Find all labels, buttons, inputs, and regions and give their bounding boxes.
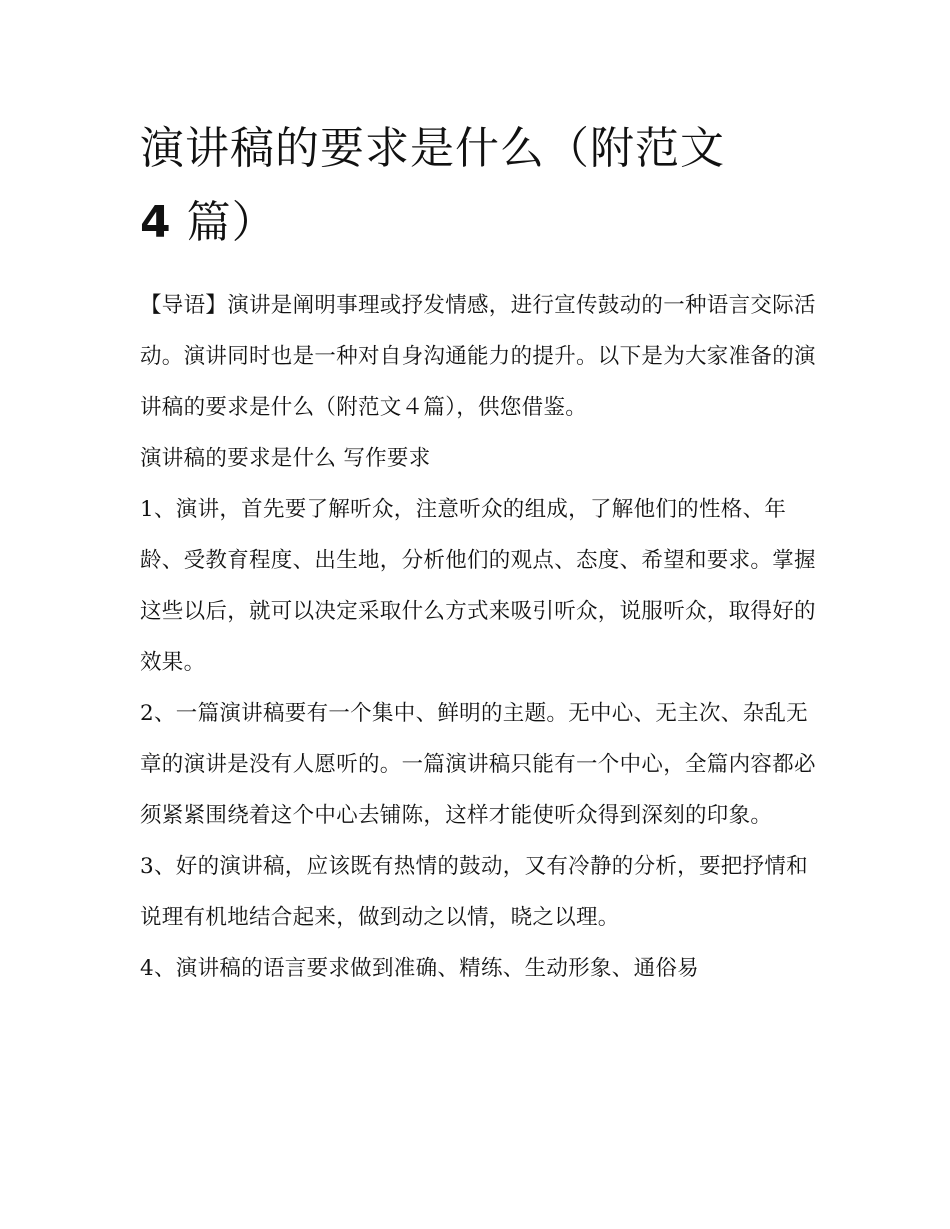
document-title: [140, 112, 820, 260]
section-heading: 演讲稿的要求是什么 写作要求: [140, 446, 431, 471]
title-main: 演讲稿的要求是什么（附范文: [140, 123, 725, 174]
intro-paragraph: 【导语】演讲是阐明事理或抒发情感，进行宣传鼓动的一种语言交际活动。演讲同时也是一种对自身沟通能力的提升。以下是为大家准备的演讲稿的要求是什么（附范文４篇），供您借鉴。: [140, 293, 816, 420]
document-body: [140, 280, 820, 994]
point-2-paragraph: 2、一篇演讲稿要有一个集中、鲜明的主题。无中心、无主次、杂乱无章的演讲是没有人愿听的。一篇演讲稿只能有一个中心，全篇内容都必须紧紧围绕着这个中心去铺陈，这样才能使听众得到深刻的印象。: [140, 701, 816, 828]
title-tail: 篇）: [186, 197, 277, 248]
point-4-paragraph: 4、演讲稿的语言要求做到准确、精练、生动形象、通俗易: [140, 956, 699, 981]
point-1-paragraph: 1、演讲，首先要了解听众，注意听众的组成，了解他们的性格、年龄、受教育程度、出生地，分析他们的观点、态度、希望和要求。掌握这些以后，就可以决定采取什么方式来吸引听众，说服听众，取得好的效果。: [140, 497, 816, 675]
point-3-paragraph: 3、好的演讲稿，应该既有热情的鼓动，又有冷静的分析，要把抒情和说理有机地结合起来，做到动之以情，晓之以理。: [140, 854, 808, 930]
title-number: 4: [140, 197, 172, 248]
